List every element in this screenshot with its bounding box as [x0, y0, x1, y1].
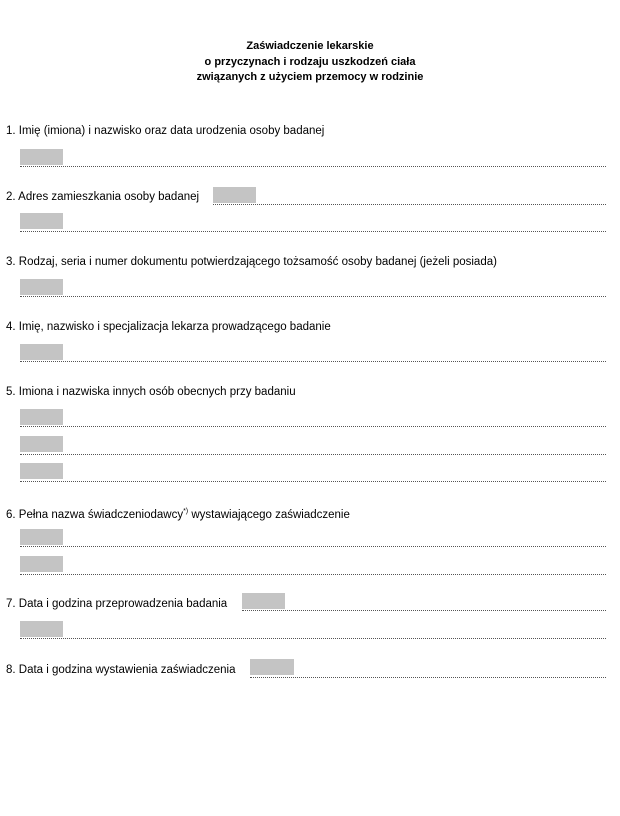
document-title-line-1: Zaświadczenie lekarskie	[246, 40, 374, 52]
item-6-label-text: 6. Pełna nazwa świadczeniodawcy	[6, 508, 184, 521]
item-7-inline-line	[242, 610, 606, 611]
item-5-line-2	[20, 454, 606, 455]
item-4-label: 4. Imię, nazwisko i specjalizacja lekarza prowadzącego badanie	[6, 321, 331, 333]
item-2-field[interactable]	[20, 213, 63, 229]
item-5-field-3[interactable]	[20, 463, 63, 479]
item-1-line	[20, 166, 606, 167]
item-5-line-3	[20, 481, 606, 482]
item-1-field[interactable]	[20, 149, 63, 165]
item-5-field-2[interactable]	[20, 436, 63, 452]
item-8-inline-line	[250, 677, 606, 678]
item-2-label: 2. Adres zamieszkania osoby badanej	[6, 191, 200, 203]
item-6-line-1	[20, 546, 606, 547]
item-5-label: 5. Imiona i nazwiska innych osób obecnych przy badaniu	[6, 386, 296, 398]
document-title-line-2: o przyczynach i rodzaju uszkodzeń ciała	[204, 56, 416, 68]
item-5-field-1[interactable]	[20, 409, 63, 425]
item-3-field[interactable]	[20, 279, 63, 295]
item-3-line	[20, 296, 606, 297]
item-2-line	[20, 231, 606, 232]
item-4-line	[20, 361, 606, 362]
item-2-inline-field[interactable]	[213, 187, 256, 203]
item-5-line-1	[20, 426, 606, 427]
item-2-inline-line	[213, 204, 606, 205]
item-7-line	[20, 638, 606, 639]
item-1-label: 1. Imię (imiona) i nazwisko oraz data urodzenia osoby badanej	[6, 125, 325, 137]
item-8-inline-field[interactable]	[250, 659, 294, 675]
item-6-label	[6, 505, 350, 522]
item-6-field-1[interactable]	[20, 529, 63, 545]
item-6-line-2	[20, 574, 606, 575]
item-6-label-text-after: wystawiającego zaświadczenie	[188, 508, 350, 521]
item-6-footnote-marker: *)	[183, 508, 189, 515]
item-7-label: 7. Data i godzina przeprowadzenia badania	[6, 598, 228, 610]
item-4-field[interactable]	[20, 344, 63, 360]
document-title-line-3: związanych z użyciem przemocy w rodzinie	[196, 71, 424, 83]
item-7-field[interactable]	[20, 621, 63, 637]
item-6-field-2[interactable]	[20, 556, 63, 572]
item-8-label: 8. Data i godzina wystawienia zaświadczenia	[6, 664, 236, 676]
item-7-inline-field[interactable]	[242, 593, 285, 609]
item-3-label: 3. Rodzaj, seria i numer dokumentu potwierdzającego tożsamość osoby badanej (jeżeli posiada)	[6, 256, 497, 268]
